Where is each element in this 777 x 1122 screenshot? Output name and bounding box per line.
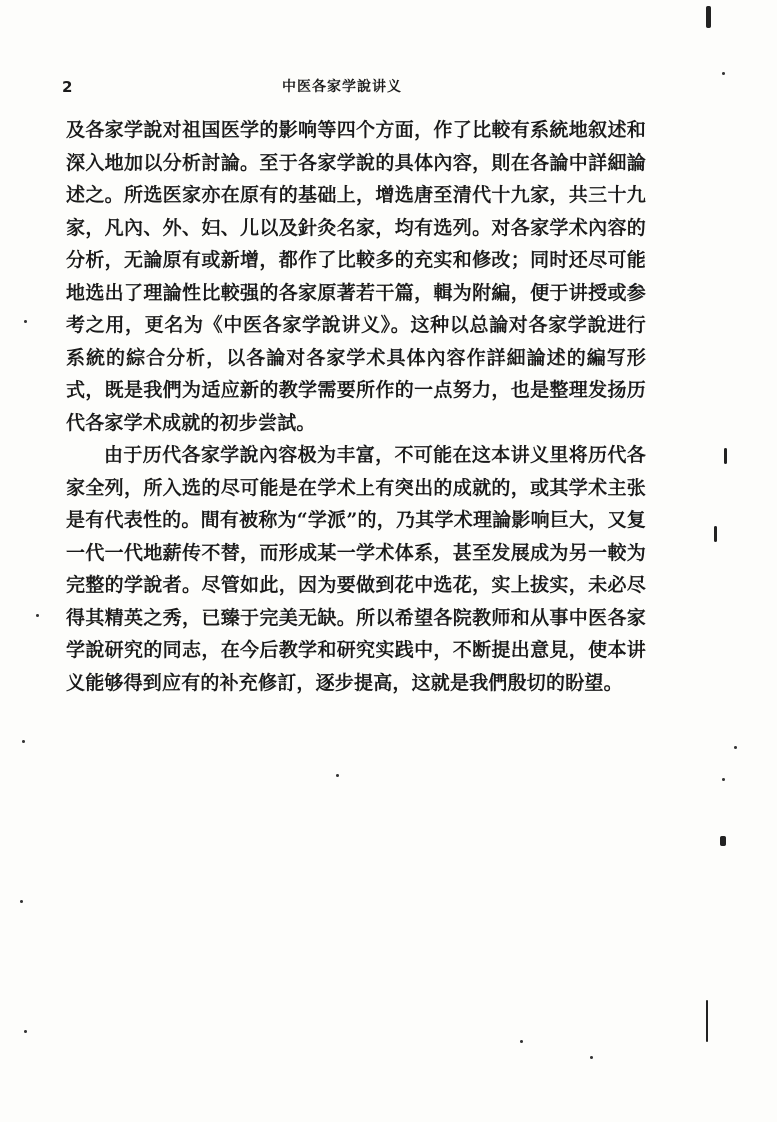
scan-speck <box>520 1040 523 1043</box>
page-header <box>62 76 642 100</box>
scan-speck <box>722 778 725 781</box>
scan-speck <box>22 740 25 743</box>
scan-speck <box>24 320 27 323</box>
body-text <box>66 114 646 699</box>
scan-speck <box>336 774 339 777</box>
paragraph-2: 由于历代各家学說內容极为丰富，不可能在这本讲义里将历代各家全列，所入选的尽可能是在学术上有突出的成就的，或其学术主张是有代表性的。間有被称为“学派”的，乃其学术理論影响巨大，又复一代一代地薪传不替，而形成某一学术体系，甚至发展成为另一較为完整的学說者。尽管如此，因为要做到花中选花，实上拔实，未必尽得其精英之秀，已臻于完美无缺。所以希望各院教师和从事中医各家学說研究的同志，在今后教学和研究实践中，不断提出意見，使本讲义能够得到应有的补充修訂，逐步提高，这就是我們殷切的盼望。 <box>66 444 646 694</box>
scan-speck <box>20 900 23 903</box>
scan-mark <box>720 836 726 846</box>
scan-mark <box>706 6 711 28</box>
scan-speck <box>24 1030 27 1033</box>
scan-mark <box>714 526 717 542</box>
scan-speck <box>722 72 725 75</box>
running-title: 中医各家学說讲义 <box>282 79 402 95</box>
scan-mark <box>724 448 727 464</box>
page-number: 2 <box>62 78 73 96</box>
scan-speck <box>590 1056 593 1059</box>
paragraph-1: 及各家学說对祖国医学的影响等四个方面，作了比較有系統地叙述和深入地加以分析討論。至于各家学說的具体內容，則在各論中詳細論述之。所选医家亦在原有的基础上，增选唐至清代十九家，共三十九家，凡內、外、妇、儿以及針灸名家，均有选列。对各家学术內容的分析，无論原有或新增，都作了比較多的充实和修改；同时还尽可能地选出了理論性比較强的各家原著若干篇，輯为附編，便于讲授或参考之用，更名为《中医各家学說讲义》。这种以总論对各家学說进行系統的綜合分析，以各論对各家学术具体內容作詳細論述的編写形式，既是我們为适应新的教学需要所作的一点努力，也是整理发扬历代各家学术成就的初步尝試。 <box>66 119 646 434</box>
scan-speck <box>36 614 39 617</box>
scan-speck <box>734 746 737 749</box>
scan-mark <box>706 1000 708 1042</box>
